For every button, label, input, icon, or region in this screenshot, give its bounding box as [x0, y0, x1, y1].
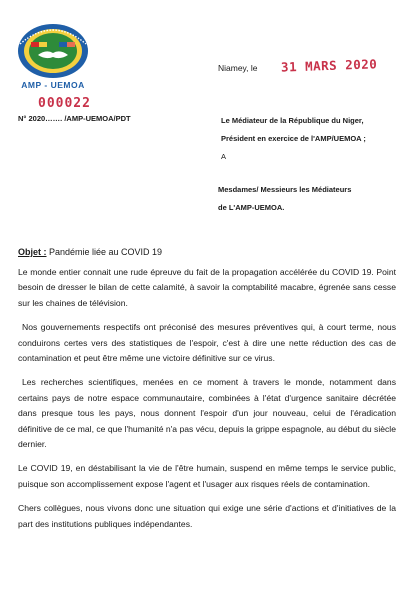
- date-stamp: 31 MARS 2020: [280, 56, 378, 75]
- letter-body: [18, 265, 396, 541]
- place-line: Niamey, le: [218, 63, 258, 73]
- recipient-block: [218, 181, 351, 217]
- subject-line: [18, 247, 162, 257]
- subject-text: Pandémie liée au COVID 19: [46, 247, 163, 257]
- reference-number: N° 2020……. /AMP-UEMOA/PDT: [18, 114, 131, 123]
- subject-label: Objet :: [18, 247, 47, 257]
- body-paragraph: Chers collègues, nous vivons donc une situation qui exige une série d'actions et d'initiatives de la part des institutions publiques indépendantes.: [18, 503, 396, 529]
- amp-uemoa-logo: [10, 22, 96, 94]
- body-paragraph: Le COVID 19, en déstabilisant la vie de l'être humain, suspend en même temps le service public, puisque son accomplissement expose l'agent et l'usager aux risques réels de contamination.: [18, 463, 396, 489]
- to-label: A: [221, 152, 227, 161]
- recipient-org: de L'AMP-UEMOA.: [218, 203, 285, 212]
- logo-caption: AMP - UEMOA: [21, 80, 85, 90]
- recipient-line: Mesdames/ Messieurs les Médiateurs: [218, 185, 352, 194]
- body-paragraph: Le monde entier connait une rude épreuve du fait de la propagation accélérée du COVID 19. Point besoin de dresser le bilan de cette calamité, à savoir la comptabilité macabre, égrenée sans cesse sur les chaines de télévision.: [18, 267, 396, 308]
- sender-title: Le Médiateur de la République du Niger,: [221, 116, 364, 125]
- body-paragraph: Les recherches scientifiques, menées en ce moment à travers le monde, notamment dans certains pays de notre espace communautaire, combinées à l'état d'urgence sanitaire décrétée dans presque tous les pays, nous donnent l'espoir d'un jour nouveau, celui de l'éradication définitive de ce mal, ce que l'humanité n'a pas vécu, depuis la grippe espagnole, au début du siècle dernier.: [18, 377, 396, 450]
- registration-number-stamp: 000022: [38, 96, 91, 111]
- sender-block: [221, 112, 411, 166]
- sender-role: Président en exercice de l'AMP/UEMOA ;: [221, 134, 366, 143]
- logo-emblem-icon: [16, 22, 90, 80]
- body-paragraph: Nos gouvernements respectifs ont préconisé des mesures préventives qui, à court terme, nous conduirons certes vers des statistiques de l'espoir, c'est à dire une nette réduction des cas de contamination et peut être même une victoire définitive sur ce virus.: [18, 322, 396, 364]
